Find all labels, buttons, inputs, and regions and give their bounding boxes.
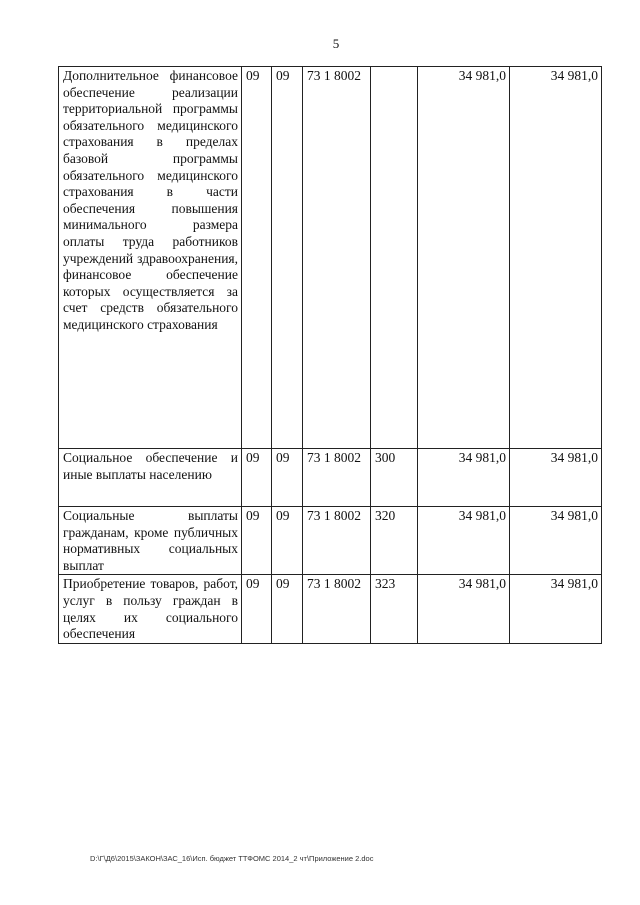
document-file-path: D:\Г\Д6\2015\ЗАКОН\ЗАС_16\Исп. бюджет ТТФОМС 2014_2 чт\Приложение 2.doc (90, 854, 374, 863)
amount-actual-cell: 34 981,0 (510, 575, 602, 643)
target-article-cell: 73 1 8002 (303, 67, 371, 449)
section-code-cell: 09 (242, 575, 272, 643)
row-name-cell: Социальное обеспечение и иные выплаты населению (59, 449, 242, 507)
amount-plan-cell: 34 981,0 (418, 67, 510, 449)
table-row (59, 449, 602, 507)
amount-actual-cell: 34 981,0 (510, 67, 602, 449)
subsection-code-cell: 09 (272, 575, 303, 643)
table-row (59, 507, 602, 575)
table-row (59, 67, 602, 449)
row-name-cell: Приобретение товаров, работ, услуг в пользу граждан в целях их социального обеспечения (59, 575, 242, 643)
budget-table (58, 66, 602, 644)
amount-actual-cell: 34 981,0 (510, 507, 602, 575)
amount-plan-cell: 34 981,0 (418, 507, 510, 575)
subsection-code-cell: 09 (272, 449, 303, 507)
subsection-code-cell: 09 (272, 67, 303, 449)
amount-plan-cell: 34 981,0 (418, 575, 510, 643)
row-name-cell: Социальные выплаты гражданам, кроме публичных нормативных социальных выплат (59, 507, 242, 575)
table-row (59, 575, 602, 643)
target-article-cell: 73 1 8002 (303, 449, 371, 507)
section-code-cell: 09 (242, 507, 272, 575)
expense-type-cell: 323 (371, 575, 418, 643)
section-code-cell: 09 (242, 67, 272, 449)
target-article-cell: 73 1 8002 (303, 575, 371, 643)
expense-type-cell: 320 (371, 507, 418, 575)
expense-type-cell (371, 67, 418, 449)
row-name-cell: Дополнительное финансовое обеспечение реализации территориальной программы обязательного медицинского страхования в пределах базовой программы обязательного медицинского страхования в части обеспечения повышения минимального размера оплаты труда работников учреждений здравоохранения, финансовое обеспечение которых осуществляется за счет средств обязательного медицинского страхования (59, 67, 242, 449)
expense-type-cell: 300 (371, 449, 418, 507)
page-number: 5 (332, 36, 340, 51)
target-article-cell: 73 1 8002 (303, 507, 371, 575)
amount-actual-cell: 34 981,0 (510, 449, 602, 507)
amount-plan-cell: 34 981,0 (418, 449, 510, 507)
section-code-cell: 09 (242, 449, 272, 507)
subsection-code-cell: 09 (272, 507, 303, 575)
